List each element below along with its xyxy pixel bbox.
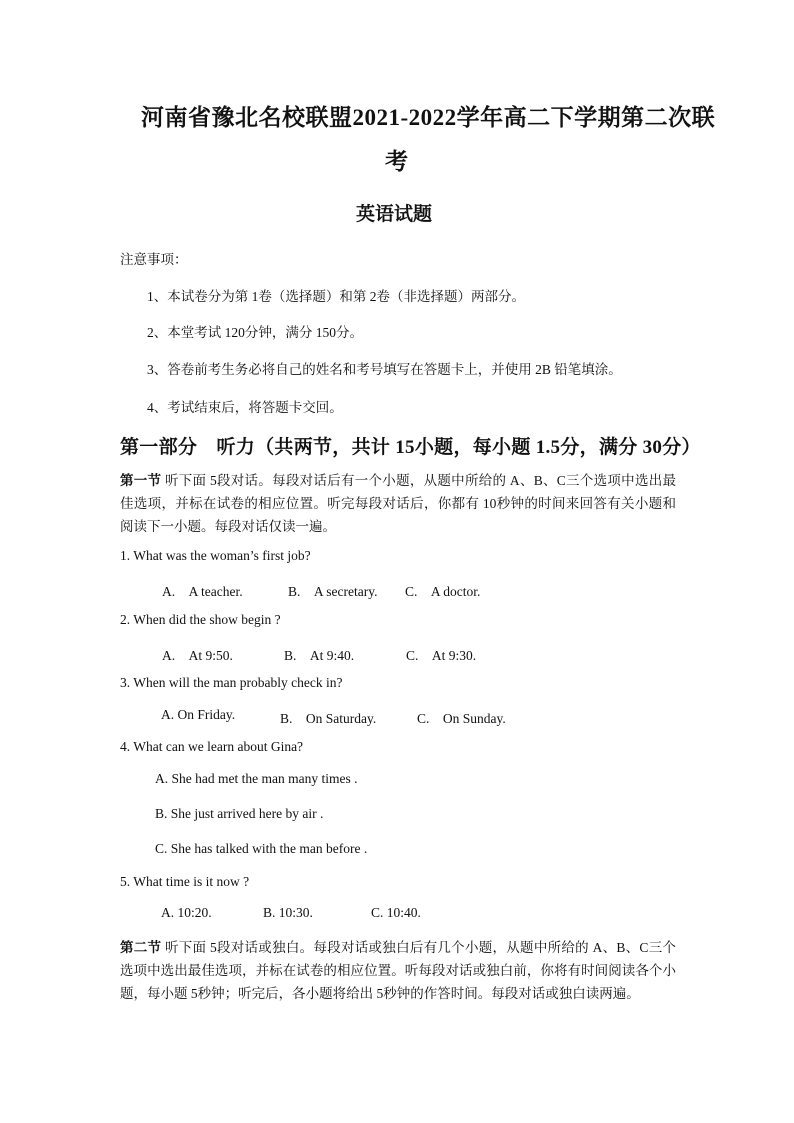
question-stem: 2. When did the show begin ? [120, 612, 281, 627]
exam-title-line-1: 河南省豫北名校联盟2021-2022学年高二下学期第二次联 [141, 105, 716, 130]
section2-text: 听下面 5段对话或独白。每段对话或独白后有几个小题，从题中所给的 A、B、C三个选项中选出最佳选项，并标在试卷的相应位置。听每段对话或独白前，你将有时间阅读各个小题，每小题 5秒钟；听完后，各小题将给出 5秒钟的作答时间。每段对话或独白读两遍。 [120, 940, 676, 1001]
option-b: B. 10:30. [263, 905, 313, 920]
option-c: C. A doctor. [405, 584, 481, 599]
question-stem: 3. When will the man probably check in? [120, 675, 343, 690]
option-b: B. At 9:40. [284, 648, 355, 663]
question-stem: 5. What time is it now ? [120, 874, 250, 889]
option-a: A. A teacher. [162, 584, 243, 599]
notes-item: 1、本试卷分为第 1卷（选择题）和第 2卷（非选择题）两部分。 [147, 289, 525, 304]
question-stem: 1. What was the woman’s first job? [120, 548, 311, 563]
option-a: A. She had met the man many times . [155, 771, 358, 786]
option-a: A. At 9:50. [162, 648, 233, 663]
option-b: B. She just arrived here by air . [155, 806, 324, 821]
notes-heading: 注意事项： [120, 252, 188, 267]
section2-instructions [120, 936, 676, 1005]
option-c: C. She has talked with the man before . [155, 841, 368, 856]
option-c: C. At 9:30. [406, 648, 477, 663]
question-stem: 4. What can we learn about Gina? [120, 739, 304, 754]
option-b: B. On Saturday. [280, 711, 377, 726]
section1-label: 第一节 [120, 473, 162, 488]
option-a: A. On Friday. [161, 707, 236, 722]
exam-subject: 英语试题 [356, 204, 433, 225]
option-a: A. 10:20. [161, 905, 212, 920]
notes-item: 3、答卷前考生务必将自己的姓名和考号填写在答题卡上，并使用 2B 铅笔填涂。 [147, 362, 622, 377]
notes-item: 2、本堂考试 120分钟，满分 150分。 [147, 325, 363, 340]
option-c: C. On Sunday. [417, 711, 506, 726]
section1-text: 听下面 5段对话。每段对话后有一个小题，从题中所给的 A、B、C三个选项中选出最佳选项，并标在试卷的相应位置。听完每段对话后，你都有 10秒钟的时间来回答有关小题和阅读下一小题。每段对话仅读一遍。 [120, 473, 676, 534]
section2-label: 第二节 [120, 940, 162, 955]
section1-instructions [120, 469, 676, 538]
exam-title-line-2: 考 [385, 149, 409, 174]
notes-item: 4、考试结束后，将答题卡交回。 [147, 400, 343, 415]
option-c: C. 10:40. [371, 905, 421, 920]
part1-heading: 第一部分 听力（共两节，共计 15小题，每小题 1.5分，满分 30分） [120, 437, 701, 458]
option-b: B. A secretary. [288, 584, 378, 599]
